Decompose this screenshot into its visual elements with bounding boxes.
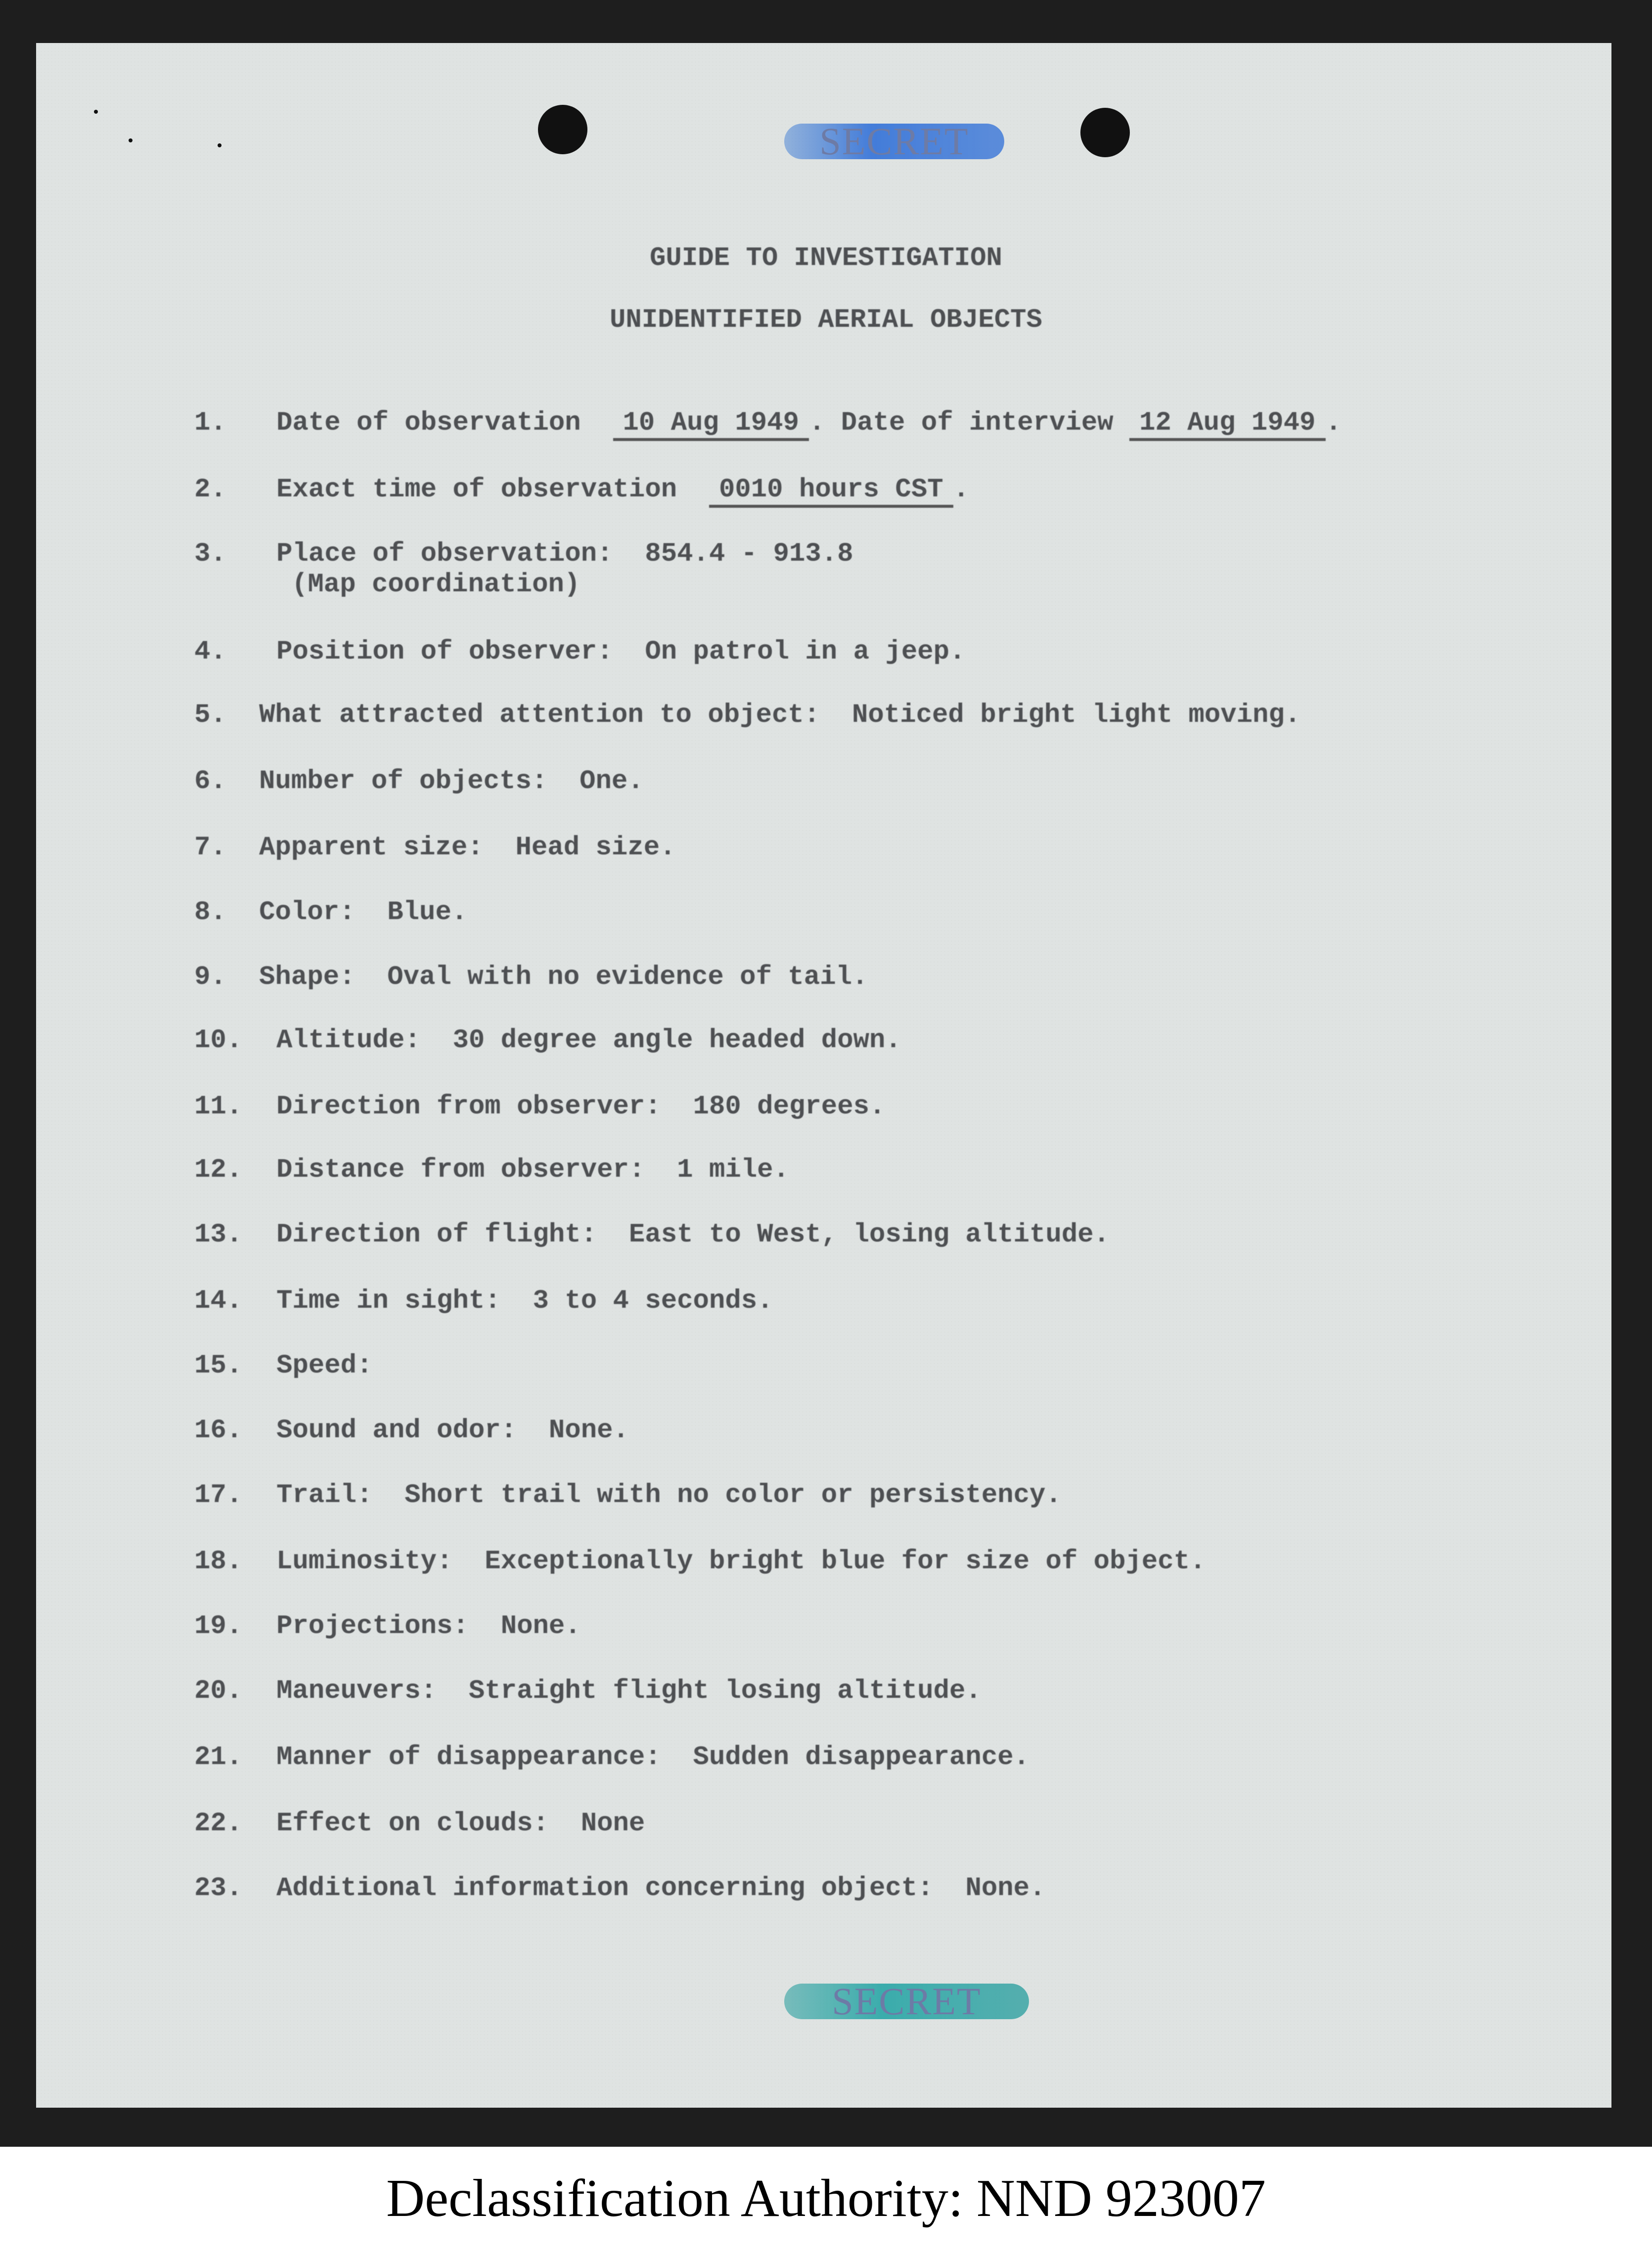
speck xyxy=(218,143,222,147)
item-number: 14. xyxy=(194,1286,243,1316)
item-number: 16. xyxy=(194,1416,243,1446)
item-value: 1 mile. xyxy=(677,1155,789,1185)
item-value: Exceptionally bright blue for size of object. xyxy=(485,1547,1206,1577)
item-number: 3. xyxy=(194,539,226,569)
item-number: 4. xyxy=(194,637,226,667)
item-number: 12. xyxy=(194,1155,243,1185)
item-line xyxy=(276,1809,645,1839)
punch-hole xyxy=(1080,108,1130,157)
item-label: Sound and odor: xyxy=(276,1416,517,1446)
item-value: Oval with no evidence of tail. xyxy=(387,962,868,992)
item-line xyxy=(276,1416,629,1446)
item-line xyxy=(276,1611,581,1641)
item-label: Additional information concerning object: xyxy=(276,1873,934,1903)
item-label: Place of observation: xyxy=(276,539,613,569)
item-label: Trail: xyxy=(276,1480,373,1510)
item-value: 0010 hours CST xyxy=(709,475,953,508)
item-number: 11. xyxy=(194,1092,243,1122)
item-value: East to West, losing altitude. xyxy=(628,1220,1110,1250)
item-line xyxy=(276,1155,789,1185)
item-number: 23. xyxy=(194,1873,243,1903)
item-value: 854.4 - 913.8 xyxy=(645,539,853,569)
item-number: 13. xyxy=(194,1220,243,1250)
item-value: Sudden disappearance. xyxy=(693,1742,1030,1772)
item-label: Position of observer: xyxy=(276,637,613,667)
item-label: Time in sight: xyxy=(276,1286,501,1316)
item-label: Exact time of observation xyxy=(276,475,677,505)
stamp-text: SECRET xyxy=(819,120,969,163)
item-line xyxy=(259,766,644,797)
item-line xyxy=(276,1025,901,1056)
item-value: Blue. xyxy=(387,897,468,928)
item-line xyxy=(276,539,853,569)
item-value: None xyxy=(580,1809,645,1839)
item-value: 10 Aug 1949 xyxy=(613,408,809,441)
item-line xyxy=(259,962,868,992)
item-end: . xyxy=(1325,408,1341,438)
item-value: Straight flight losing altitude. xyxy=(468,1676,982,1706)
item-number: 2. xyxy=(194,475,226,505)
item-label: Maneuvers: xyxy=(276,1676,437,1706)
item-value-2: 12 Aug 1949 xyxy=(1129,408,1325,441)
item-label: Shape: xyxy=(259,962,356,992)
item-line xyxy=(276,1286,773,1316)
item-label-2: . Date of interview xyxy=(808,408,1114,438)
item-value: Head size. xyxy=(515,833,676,863)
item-number: 15. xyxy=(194,1351,243,1381)
item-label: Color: xyxy=(259,897,356,928)
document-title: GUIDE TO INVESTIGATION xyxy=(650,243,1002,273)
item-line xyxy=(276,1351,404,1381)
item-label: Distance from observer: xyxy=(276,1155,645,1185)
item-value: None. xyxy=(548,1416,629,1446)
item-number: 21. xyxy=(194,1742,243,1772)
item-sub-label: (Map coordination) xyxy=(292,570,580,600)
item-line xyxy=(276,1742,1029,1772)
document-page xyxy=(36,43,1611,2108)
item-line xyxy=(276,1220,1110,1250)
speck xyxy=(129,138,133,142)
item-label: Direction from observer: xyxy=(276,1092,661,1122)
item-value: Short trail with no color or persistency. xyxy=(404,1480,1062,1510)
item-label: Luminosity: xyxy=(276,1547,453,1577)
item-value: 30 degree angle headed down. xyxy=(452,1025,901,1056)
item-line xyxy=(276,1547,1206,1577)
item-line xyxy=(259,833,676,863)
punch-hole xyxy=(538,105,587,154)
item-label: Direction of flight: xyxy=(276,1220,597,1250)
item-number: 18. xyxy=(194,1547,243,1577)
item-number: 7. xyxy=(194,833,226,863)
speck xyxy=(94,110,98,114)
item-value: None. xyxy=(500,1611,581,1641)
item-label: Date of observation xyxy=(276,408,581,438)
item-line xyxy=(276,475,969,508)
item-line xyxy=(276,408,1341,441)
item-label: Number of objects: xyxy=(259,766,548,797)
item-line xyxy=(259,700,1300,730)
item-number: 17. xyxy=(194,1480,243,1510)
item-number: 5. xyxy=(194,700,226,730)
item-label: Speed: xyxy=(276,1351,373,1381)
declassification-caption: Declassification Authority: NND 923007 xyxy=(386,2169,1266,2228)
item-line xyxy=(259,897,467,928)
item-number: 19. xyxy=(194,1611,243,1641)
item-value: One. xyxy=(580,766,644,797)
item-line xyxy=(276,637,965,667)
item-value: 180 degrees. xyxy=(693,1092,886,1122)
item-line xyxy=(276,1873,1045,1903)
item-value: None. xyxy=(965,1873,1046,1903)
item-label: Altitude: xyxy=(276,1025,421,1056)
item-number: 1. xyxy=(194,408,226,438)
item-number: 8. xyxy=(194,897,226,928)
item-label: Effect on clouds: xyxy=(276,1809,549,1839)
item-value: 3 to 4 seconds. xyxy=(533,1286,773,1316)
item-number: 6. xyxy=(194,766,226,797)
item-number: 20. xyxy=(194,1676,243,1706)
stamp-text: SECRET xyxy=(832,1980,982,2023)
item-label: Apparent size: xyxy=(259,833,484,863)
item-label: What attracted attention to object: xyxy=(259,700,820,730)
item-label: Manner of disappearance: xyxy=(276,1742,661,1772)
document-subtitle: UNIDENTIFIED AERIAL OBJECTS xyxy=(610,305,1042,335)
item-label: Projections: xyxy=(276,1611,469,1641)
item-value: Noticed bright light moving. xyxy=(852,700,1301,730)
secret-stamp-bottom xyxy=(784,1980,1029,2023)
item-line xyxy=(276,1480,1062,1510)
secret-stamp-top xyxy=(784,120,1004,163)
item-line xyxy=(276,1676,982,1706)
item-end: . xyxy=(953,475,970,505)
item-value: On patrol in a jeep. xyxy=(645,637,966,667)
item-line xyxy=(276,1092,885,1122)
item-number: 10. xyxy=(194,1025,243,1056)
item-number: 9. xyxy=(194,962,226,992)
item-number: 22. xyxy=(194,1809,243,1839)
